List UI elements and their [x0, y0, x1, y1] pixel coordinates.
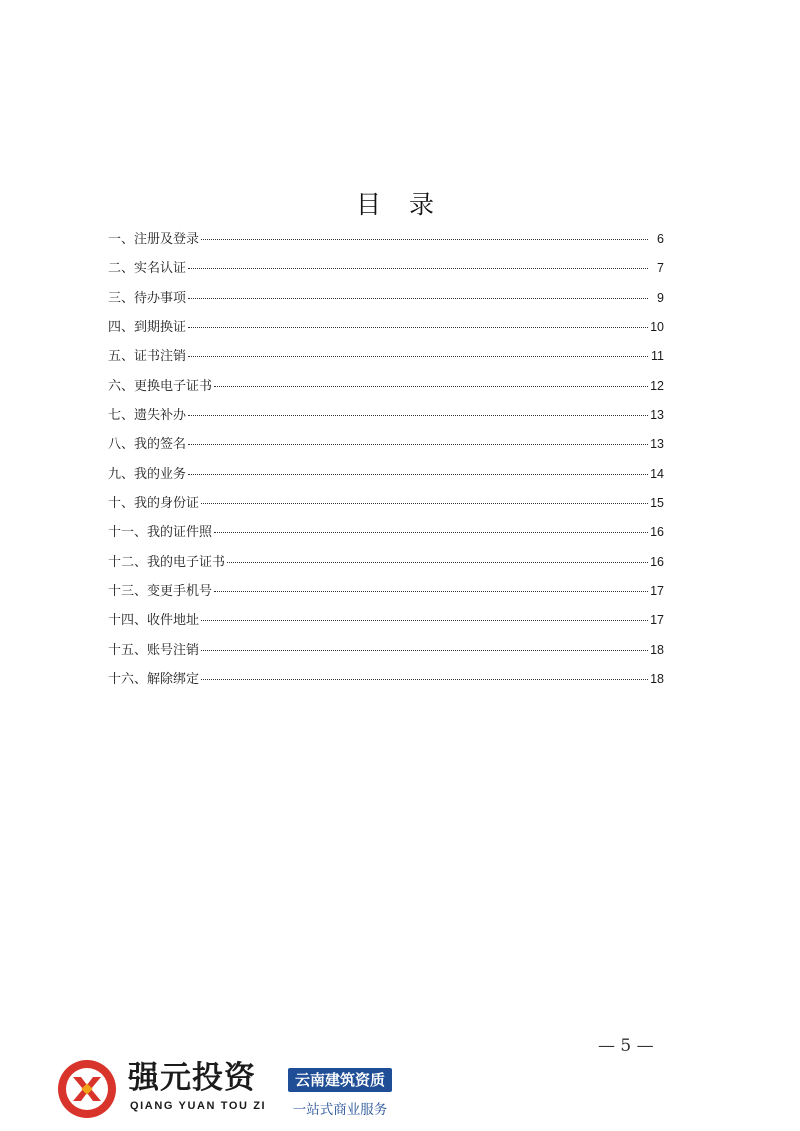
page-number: — 5 — [598, 1036, 654, 1056]
toc-leader-dots [201, 620, 648, 621]
toc-entry-page: 9 [657, 290, 664, 305]
toc-entry-page: 18 [650, 642, 664, 657]
company-emblem-icon [56, 1058, 118, 1120]
brand-name: 强元投资 [128, 1060, 256, 1096]
toc-entry[interactable] [108, 639, 664, 668]
toc-entry-label: 十六、解除绑定 [108, 672, 200, 688]
toc-leader-dots [188, 474, 648, 475]
toc-entry[interactable] [108, 404, 664, 433]
toc-entry-label: 四、到期换证 [108, 320, 187, 336]
toc-entry[interactable] [108, 316, 664, 345]
toc-entry-page: 18 [650, 672, 664, 687]
toc-entry-label: 三、待办事项 [108, 290, 187, 306]
toc-entry-page: 15 [650, 496, 664, 511]
toc-entry-label: 五、证书注销 [108, 349, 187, 365]
toc-entry[interactable] [108, 257, 664, 286]
toc-entry[interactable] [108, 463, 664, 492]
toc-entry[interactable] [108, 580, 664, 609]
brand-pinyin: QIANG YUAN TOU ZI [130, 1100, 267, 1112]
toc-entry-label: 一、注册及登录 [108, 232, 200, 247]
toc-leader-dots [188, 356, 648, 357]
toc-leader-dots [201, 650, 648, 651]
toc-leader-dots [201, 239, 648, 240]
toc-entry-label: 十、我的身份证 [108, 496, 200, 512]
toc-entry-label: 二、实名认证 [108, 261, 187, 277]
toc-entry[interactable] [108, 551, 664, 580]
toc-leader-dots [201, 679, 648, 680]
toc-entry-page: 7 [657, 261, 664, 276]
toc-leader-dots [188, 268, 648, 269]
toc-entry-label: 六、更换电子证书 [108, 378, 213, 394]
toc-entry[interactable] [108, 433, 664, 462]
toc-entry-label: 十一、我的证件照 [108, 525, 213, 541]
toc-entry[interactable] [108, 228, 664, 257]
toc-entry-page: 10 [650, 320, 664, 335]
toc-entry[interactable] [108, 668, 664, 697]
toc-entry-page: 6 [657, 232, 664, 246]
toc-entry-label: 十四、收件地址 [108, 613, 200, 629]
toc-entry-page: 11 [651, 349, 664, 364]
toc-entry-page: 16 [650, 525, 664, 540]
toc-entry[interactable] [108, 521, 664, 550]
brand-slogan: 一站式商业服务 [292, 1102, 388, 1118]
toc-entry-label: 十五、账号注销 [108, 642, 200, 658]
toc-entry-page: 17 [650, 584, 664, 599]
toc-entry-page: 14 [650, 466, 664, 481]
toc-leader-dots [188, 444, 648, 445]
toc-entry-page: 17 [650, 613, 664, 628]
toc-title: 目 录 [356, 190, 444, 219]
toc-entry-page: 13 [650, 408, 664, 423]
toc-entry[interactable] [108, 345, 664, 374]
toc-entry-label: 九、我的业务 [108, 466, 187, 482]
toc-leader-dots [201, 503, 648, 504]
toc-entry-label: 十三、变更手机号 [108, 584, 213, 600]
toc-leader-dots [227, 562, 648, 563]
toc-leader-dots [214, 591, 648, 592]
toc-leader-dots [188, 298, 648, 299]
toc-entry-page: 13 [650, 437, 664, 452]
toc-leader-dots [188, 327, 648, 328]
toc-entry[interactable] [108, 287, 664, 316]
toc-entry-label: 七、遗失补办 [108, 408, 187, 424]
toc-entry[interactable] [108, 609, 664, 638]
toc-entry[interactable] [108, 492, 664, 521]
toc-leader-dots [188, 415, 648, 416]
toc-entry-label: 十二、我的电子证书 [108, 554, 226, 570]
toc-entry-page: 16 [650, 554, 664, 569]
toc-entry-label: 八、我的签名 [108, 437, 187, 453]
toc-list [108, 228, 664, 698]
footer-logo [56, 1058, 396, 1122]
toc-leader-dots [214, 532, 648, 533]
toc-entry-page: 12 [650, 378, 664, 393]
toc-leader-dots [214, 386, 648, 387]
toc-entry[interactable] [108, 375, 664, 404]
brand-tag: 云南建筑资质 [288, 1068, 392, 1092]
